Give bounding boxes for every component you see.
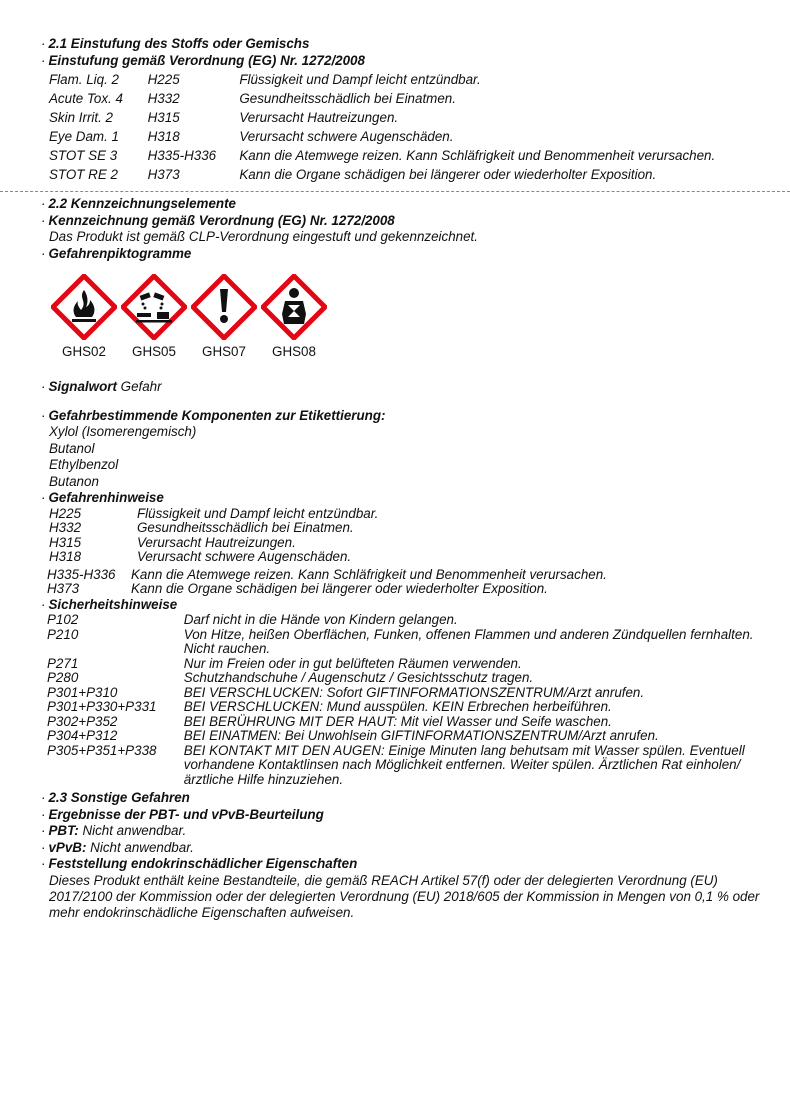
precaution-row <box>47 729 771 744</box>
hazard-code: H373 <box>147 167 180 182</box>
precaution-row <box>47 657 771 672</box>
pbt-result: · PBT: Nicht anwendbar. <box>41 823 187 838</box>
hazard-code: H318 <box>147 129 180 144</box>
clp-statement: Das Produkt ist gemäß CLP-Verordnung eingestuft und gekennzeichnet. <box>49 229 478 244</box>
pictogram-row <box>49 274 771 359</box>
ghs08-pictogram <box>259 274 329 359</box>
flame-icon <box>51 274 117 340</box>
health-hazard-icon <box>261 274 327 340</box>
classification-row <box>49 91 771 110</box>
classification-table <box>49 72 771 186</box>
ghs07-pictogram <box>189 274 259 359</box>
hazard-class: Eye Dam. 1 <box>49 129 119 144</box>
hazard-row <box>49 507 378 522</box>
hazard-text: Kann die Organe schädigen bei längerer oder wiederholter Exposition. <box>131 581 548 596</box>
component-item: Butanon <box>49 473 99 489</box>
signal-word: · Signalwort Gefahr <box>41 379 162 394</box>
ghs05-pictogram <box>119 274 189 359</box>
precaution-text: Darf nicht in die Hände von Kindern gelangen. <box>183 612 458 627</box>
classification-subheading: · Einstufung gemäß Verordnung (EG) Nr. 1272/2008 <box>41 52 365 68</box>
hazard-row <box>49 536 378 551</box>
components-list <box>41 424 771 490</box>
hazard-row <box>47 568 607 583</box>
classification-row <box>49 72 771 91</box>
pictogram-label: GHS07 <box>202 344 246 359</box>
precaution-text: BEI BERÜHRUNG MIT DER HAUT: Mit viel Wasser und Seife waschen. <box>183 713 612 729</box>
hazard-class: STOT SE 3 <box>49 148 118 163</box>
hazard-code: H335-H336 <box>147 148 217 163</box>
pictograms-heading: · Gefahrenpiktogramme <box>41 245 192 261</box>
hazard-code: H335-H336 <box>47 566 116 582</box>
precaution-row <box>47 686 771 701</box>
precaution-text: Nur im Freien oder in gut belüfteten Räumen verwenden. <box>183 655 522 671</box>
hazard-text: Verursacht schwere Augenschäden. <box>239 129 454 144</box>
precaution-row <box>47 628 771 657</box>
hazard-statements-table-2 <box>47 568 607 597</box>
pictogram-label: GHS02 <box>62 344 106 359</box>
pictogram-label: GHS08 <box>272 344 316 359</box>
precaution-row <box>47 613 771 628</box>
classification-row <box>49 110 771 129</box>
hazard-row <box>49 521 378 536</box>
ghs02-pictogram <box>49 274 119 359</box>
precaution-code: P102 <box>47 612 79 627</box>
section-2-1-heading: · 2.1 Einstufung des Stoffs oder Gemischs <box>41 36 310 51</box>
classification-row <box>49 167 771 186</box>
precaution-row <box>47 744 771 788</box>
precautionary-heading: · Sicherheitshinweise <box>41 596 178 612</box>
precaution-row <box>47 671 771 686</box>
precaution-row <box>47 700 771 715</box>
hazard-class: Skin Irrit. 2 <box>49 110 113 125</box>
endocrine-heading: · Feststellung endokrinschädlicher Eigenschaften <box>41 856 358 871</box>
hazard-row <box>49 550 378 565</box>
hazard-code: H318 <box>49 549 82 564</box>
precaution-code: P302+P352 <box>47 713 118 729</box>
hazard-text: Flüssigkeit und Dampf leicht entzündbar. <box>137 505 379 521</box>
pbt-heading: · Ergebnisse der PBT- und vPvB-Beurteilung <box>41 806 324 822</box>
precaution-code: P280 <box>47 670 79 685</box>
vpvb-result: · vPvB: Nicht anwendbar. <box>41 839 194 855</box>
hazard-text: Gesundheitsschädlich bei Einatmen. <box>239 91 456 106</box>
section-2-3-heading: · 2.3 Sonstige Gefahren <box>41 790 190 805</box>
hazard-class: Acute Tox. 4 <box>49 91 123 106</box>
hazard-text: Flüssigkeit und Dampf leicht entzündbar. <box>239 72 481 87</box>
section-divider <box>0 191 790 192</box>
precaution-code: P271 <box>47 655 79 671</box>
precaution-code: P305+P351+P338 <box>47 742 157 758</box>
sds-section-2 <box>41 36 771 921</box>
hazard-statements-table <box>49 507 378 565</box>
precaution-text: BEI VERSCHLUCKEN: Mund ausspülen. KEIN Erbrechen herbeiführen. <box>183 699 612 714</box>
hazard-code: H332 <box>147 91 180 106</box>
hazard-text: Gesundheitsschädlich bei Einatmen. <box>137 520 354 535</box>
corrosion-icon <box>121 274 187 340</box>
section-2-2-heading: · 2.2 Kennzeichnungselemente <box>41 196 236 211</box>
hazard-class: Flam. Liq. 2 <box>49 72 119 87</box>
hazard-text: Kann die Organe schädigen bei längerer oder wiederholter Exposition. <box>239 167 657 182</box>
classification-row <box>49 148 771 167</box>
hazard-code: H225 <box>49 505 82 521</box>
component-item: Butanol <box>49 440 95 456</box>
precaution-code: P210 <box>47 626 79 642</box>
hazard-text: Kann die Atemwege reizen. Kann Schläfrigkeit und Benommenheit verursachen. <box>239 148 716 163</box>
precaution-text: BEI EINATMEN: Bei Unwohlsein GIFTINFORMATIONSZENTRUM/Arzt anrufen. <box>183 728 659 743</box>
hazard-code: H373 <box>47 581 80 596</box>
precaution-text: Von Hitze, heißen Oberflächen, Funken, offenen Flammen und anderen Zündquellen fernhalten. Nicht rauchen. <box>183 626 754 656</box>
hazard-row <box>47 582 607 597</box>
hazard-code: H315 <box>147 110 180 125</box>
precaution-code: P301+P330+P331 <box>47 699 157 714</box>
hazard-text: Verursacht Hautreizungen. <box>137 534 296 550</box>
hazard-code: H332 <box>49 520 82 535</box>
exclamation-icon <box>191 274 257 340</box>
component-item: Ethylbenzol <box>49 457 119 472</box>
precaution-row <box>47 715 771 730</box>
classification-row <box>49 129 771 148</box>
precaution-text: Schutzhandschuhe / Augenschutz / Gesichtsschutz tragen. <box>183 670 534 685</box>
hazard-code: H225 <box>147 72 180 87</box>
pictogram-label: GHS05 <box>132 344 176 359</box>
hazard-text: Kann die Atemwege reizen. Kann Schläfrigkeit und Benommenheit verursachen. <box>131 566 607 582</box>
hazard-class: STOT RE 2 <box>49 167 118 182</box>
precaution-text: BEI VERSCHLUCKEN: Sofort GIFTINFORMATIONSZENTRUM/Arzt anrufen. <box>183 684 645 700</box>
labelling-subheading: · Kennzeichnung gemäß Verordnung (EG) Nr. 1272/2008 <box>41 212 395 228</box>
hazard-text: Verursacht Hautreizungen. <box>239 110 399 125</box>
precautionary-table <box>47 613 771 787</box>
components-heading: · Gefahrbestimmende Komponenten zur Etikettierung: <box>41 407 386 423</box>
component-item: Xylol (Isomerengemisch) <box>49 424 197 439</box>
hazard-text: Verursacht schwere Augenschäden. <box>137 549 352 564</box>
precaution-code: P301+P310 <box>47 684 118 700</box>
precaution-code: P304+P312 <box>47 728 118 743</box>
endocrine-text: Dieses Produkt enthält keine Bestandteile, die gemäß REACH Artikel 57(f) oder der delegierten Verordnung (EU) 2017/2100 der Kommission oder der delegierten Verordnung (EU) 2018/605 der Kommission in Mengen von 0,1 % oder mehr endokrinschädliche Eigenschaften aufweisen. <box>49 872 760 920</box>
precaution-text: BEI KONTAKT MIT DEN AUGEN: Einige Minuten lang behutsam mit Wasser spülen. Eventuell vorhandene Kontaktlinsen nach Möglichkeit entfernen. Weiter spülen. Ärztlichen Rat einholen/ärztliche Hilfe hinzuziehen. <box>183 742 745 787</box>
hazard-statements-heading: · Gefahrenhinweise <box>41 490 164 505</box>
hazard-code: H315 <box>49 534 82 550</box>
